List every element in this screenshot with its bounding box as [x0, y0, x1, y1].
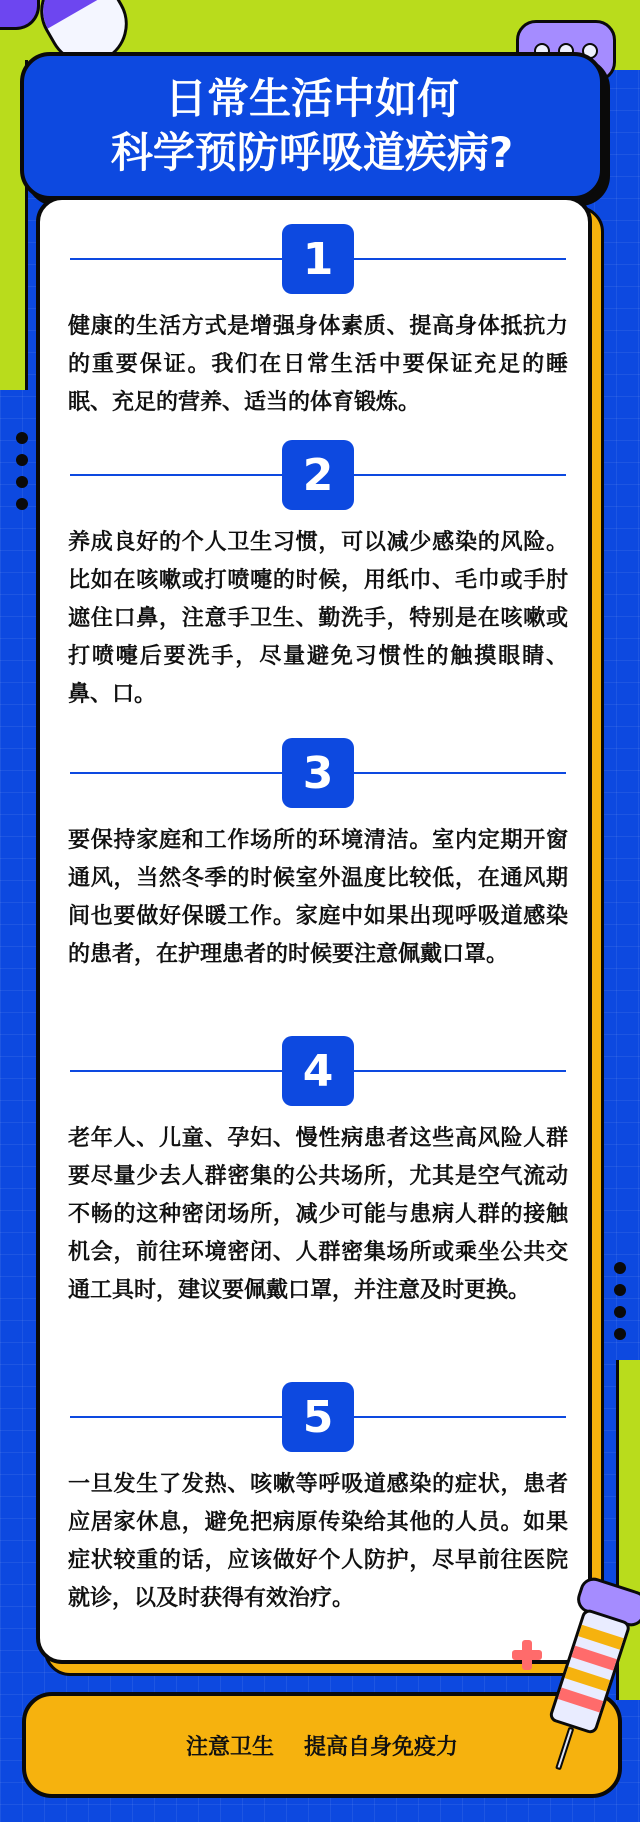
plus-cross-icon: [512, 1640, 542, 1670]
section-4-text: 老年人、儿童、孕妇、慢性病患者这些高风险人群要尽量少去人群密集的公共场所，尤其是空气流动不畅的这种密闭场所，减少可能与患病人群的接触机会，前往环境密闭、人群密集场所或乘坐公共交通工具时，建议要佩戴口罩，并注意及时更换。: [68, 1126, 568, 1303]
section-number-badge: 2: [282, 440, 354, 510]
section-1-header: [70, 224, 566, 294]
right-dot-decoration: [614, 1262, 626, 1350]
page-title-line2: 科学预防呼吸道疾病?: [110, 128, 514, 177]
section-number-badge: 1: [282, 224, 354, 294]
content-card: [36, 196, 592, 1664]
footer-slogan-left: 注意卫生: [185, 1734, 274, 1760]
page-title-line1: 日常生活中如何: [164, 74, 459, 123]
section-5-text: 一旦发生了发热、咳嗽等呼吸道感染的症状，患者应居家休息，避免把病原传染给其他的人员。如果症状较重的话，应该做好个人防护，尽早前往医院就诊，以及时获得有效治疗。: [68, 1472, 568, 1611]
section-number-badge: 3: [282, 738, 354, 808]
left-dot-decoration: [16, 432, 28, 520]
section-4-header: [70, 1036, 566, 1106]
section-2-text: 养成良好的个人卫生习惯，可以减少感染的风险。比如在咳嗽或打喷嚏的时候，用纸巾、毛巾或手肘遮住口鼻，注意手卫生、勤洗手，特别是在咳嗽或打喷嚏后要洗手，尽量避免习惯性的触摸眼睛、鼻、口。: [68, 530, 568, 707]
section-3-text: 要保持家庭和工作场所的环境清洁。室内定期开窗通风，当然冬季的时候室外温度比较低，在通风期间也要做好保暖工作。家庭中如果出现呼吸道感染的患者，在护理患者的时候要注意佩戴口罩。: [68, 828, 568, 967]
section-3-header: [70, 738, 566, 808]
footer-slogan-right: 提高自身免疫力: [304, 1734, 459, 1760]
section-5-header: [70, 1382, 566, 1452]
title-banner: [20, 52, 604, 200]
section-number-badge: 4: [282, 1036, 354, 1106]
section-number-badge: 5: [282, 1382, 354, 1452]
section-1-text: 健康的生活方式是增强身体素质、提高身体抵抗力的重要保证。我们在日常生活中要保证充足的睡眠、充足的营养、适当的体育锻炼。: [68, 314, 568, 415]
syringe-needle: [555, 1727, 574, 1771]
section-2-header: [70, 440, 566, 510]
